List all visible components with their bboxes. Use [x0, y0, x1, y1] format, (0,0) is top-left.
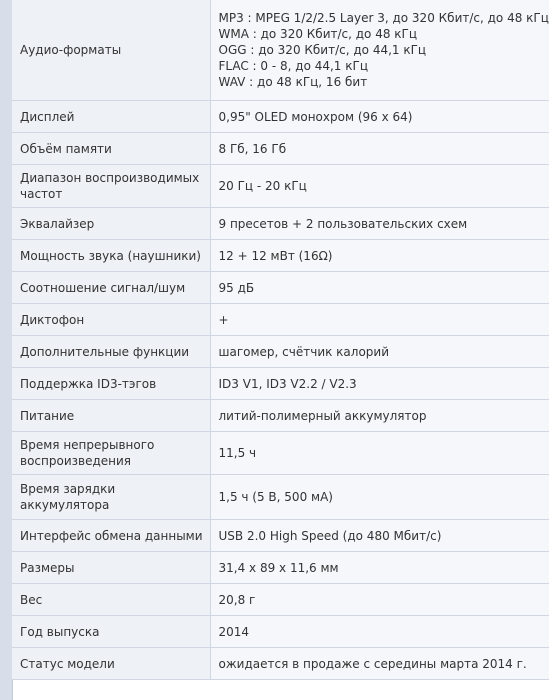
- spec-row-id3-tags: [12, 368, 549, 400]
- spec-row-output-power: [12, 240, 549, 272]
- spec-label: Интерфейс обмена данными: [12, 520, 210, 552]
- spec-value: ожидается в продаже с середины марта 2014 г.: [210, 648, 549, 680]
- spec-value: 31,4 x 89 x 11,6 мм: [210, 552, 549, 584]
- spec-value: 8 Гб, 16 Гб: [210, 133, 549, 165]
- spec-label: Диапазон воспроизводимых частот: [12, 165, 210, 208]
- format-line-wav: WAV : до 48 кГц, 16 бит: [218, 75, 368, 89]
- spec-row-equalizer: [12, 208, 549, 240]
- spec-value: 11,5 ч: [210, 432, 549, 475]
- format-line-mp3: MP3 : MPEG 1/2/2.5 Layer 3, до 320 Кбит/с, до 48 кГц: [218, 11, 549, 25]
- spec-row-dimensions: [12, 552, 549, 584]
- spec-value: ID3 V1, ID3 V2.2 / V2.3: [210, 368, 549, 400]
- spec-label: Соотношение сигнал/шум: [12, 272, 210, 304]
- format-line-flac: FLAC : 0 - 8, до 44,1 кГц: [218, 59, 368, 73]
- spec-value: литий-полимерный аккумулятор: [210, 400, 549, 432]
- spec-label: Питание: [12, 400, 210, 432]
- spec-value: 9 пресетов + 2 пользовательских схем: [210, 208, 549, 240]
- spec-row-playback-time: [12, 432, 549, 475]
- spec-row-charge-time: [12, 475, 549, 520]
- spec-row-power: [12, 400, 549, 432]
- spec-value: 95 дБ: [210, 272, 549, 304]
- spec-value: +: [210, 304, 549, 336]
- spec-row-audio-formats: [12, 0, 549, 101]
- format-line-wma: WMA : до 320 Кбит/с, до 48 кГц: [218, 27, 418, 41]
- spec-label: Время зарядки аккумулятора: [12, 475, 210, 520]
- spec-label: Размеры: [12, 552, 210, 584]
- spec-value: 12 + 12 мВт (16Ω): [210, 240, 549, 272]
- spec-row-snr: [12, 272, 549, 304]
- spec-table: [12, 0, 549, 680]
- spec-value: 0,95" OLED монохром (96 x 64): [210, 101, 549, 133]
- spec-label: Мощность звука (наушники): [12, 240, 210, 272]
- spec-row-weight: [12, 584, 549, 616]
- spec-label: Аудио-форматы: [12, 0, 210, 101]
- spec-label: Вес: [12, 584, 210, 616]
- spec-label: Дисплей: [12, 101, 210, 133]
- spec-value: 20 Гц - 20 кГц: [210, 165, 549, 208]
- spec-row-interface: [12, 520, 549, 552]
- spec-row-extra-features: [12, 336, 549, 368]
- spec-label: Эквалайзер: [12, 208, 210, 240]
- spec-row-model-status: [12, 648, 549, 680]
- spec-row-recorder: [12, 304, 549, 336]
- spec-row-memory: [12, 133, 549, 165]
- spec-label: Поддержка ID3-тэгов: [12, 368, 210, 400]
- spec-value: [210, 0, 549, 101]
- spec-value: 2014: [210, 616, 549, 648]
- spec-value: 20,8 г: [210, 584, 549, 616]
- spec-label: Объём памяти: [12, 133, 210, 165]
- spec-row-display: [12, 101, 549, 133]
- spec-row-frequency-range: [12, 165, 549, 208]
- spec-label: Статус модели: [12, 648, 210, 680]
- spec-label: Диктофон: [12, 304, 210, 336]
- format-line-ogg: OGG : до 320 Кбит/с, до 44,1 кГц: [218, 43, 427, 57]
- spec-value: шагомер, счётчик калорий: [210, 336, 549, 368]
- spec-label: Год выпуска: [12, 616, 210, 648]
- spec-value: 1,5 ч (5 В, 500 мА): [210, 475, 549, 520]
- spec-row-release-year: [12, 616, 549, 648]
- spec-label: Дополнительные функции: [12, 336, 210, 368]
- spec-label: Время непрерывного воспроизведения: [12, 432, 210, 475]
- spec-value: USB 2.0 High Speed (до 480 Мбит/с): [210, 520, 549, 552]
